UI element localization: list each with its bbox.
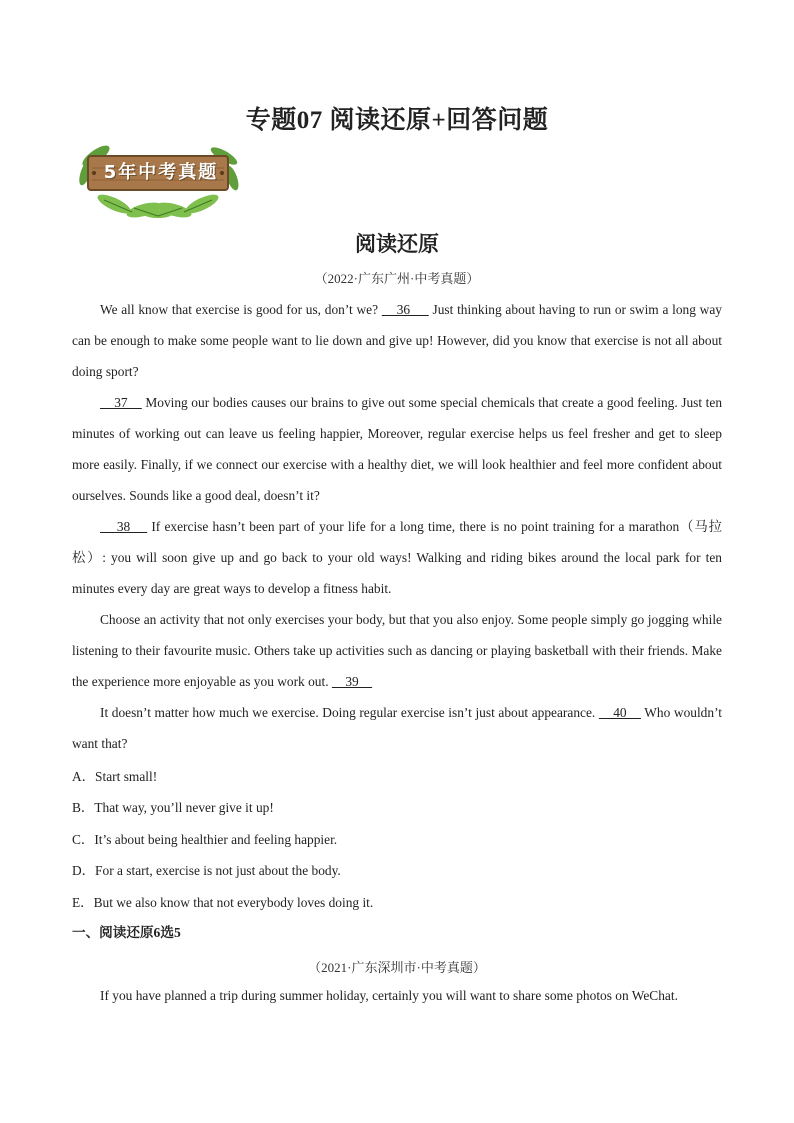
- passage-text: Moving our bodies causes our brains to give out some special chemicals that create a good feeling. Just ten minutes of working out can leave us feeling happier, Moreover, regular exercise helps us feel fresher and get to sleep more easily. Finally, if we connect our exercise with a healthy diet, we will look healthier and feel more confident about ourselves. Sounds like a good deal, doesn’t it?: [72, 395, 723, 503]
- option-a: A．Start small!: [72, 769, 158, 784]
- blank-40: 40: [598, 705, 641, 720]
- blank-38: 38: [100, 519, 148, 534]
- passage-paragraph: [72, 511, 722, 604]
- badge-label: 5年中考真题: [103, 162, 219, 183]
- option-e: E．But we also know that not everybody loves doing it.: [72, 894, 374, 910]
- passage-text: We all know that exercise is good for us, don’t we?: [100, 302, 379, 317]
- section-heading: 阅读还原: [355, 232, 439, 256]
- passage-text: If exercise hasn’t been part of your life for a long time, there is no point training for a marathon（马拉松）: you will soon give up and go back to your old ways! Walking and riding bikes around the local park for ten minutes every day are great ways to develop a fitness habit.: [72, 519, 723, 596]
- passage-paragraph: [72, 604, 722, 697]
- page-title: 专题07 阅读还原+回答问题: [245, 107, 549, 134]
- blank-37: 37: [100, 395, 142, 410]
- passage-text: Just thinking about having to run or swim a long way can be enough to make some people want to lie down and give up! However, did you know that exercise is not all about doing sport?: [72, 302, 722, 379]
- passage-text: Who wouldn’t want that?: [72, 705, 723, 751]
- passage-text: It doesn’t matter how much we exercise. Doing regular exercise isn’t just about appearance.: [100, 705, 599, 720]
- source-citation: （2021·广东深圳市·中考真题）: [308, 960, 486, 975]
- option-d: D．For a start, exercise is not just about the body.: [72, 863, 341, 879]
- option-c: C．It’s about being healthier and feeling happier.: [72, 831, 338, 847]
- part-heading: 一、阅读还原6选5: [72, 925, 181, 940]
- answer-options: [72, 761, 722, 918]
- reading-passage: [72, 294, 722, 759]
- passage-text: Choose an activity that not only exercises your body, but that you also enjoy. Some people simply go jogging while listening to their favourite music. Others take up activities such as dancing or playing basketball with their friends. Make the experience more enjoyable as you work out.: [72, 612, 722, 689]
- passage-paragraph: [72, 387, 722, 511]
- passage-paragraph: [72, 294, 722, 387]
- passage-paragraph: If you have planned a trip during summer holiday, certainly you will want to share some photos on WeChat.: [100, 988, 678, 1003]
- blank-39: 39: [331, 674, 373, 689]
- option-b: B．That way, you’ll never give it up!: [72, 800, 274, 816]
- passage-paragraph: [72, 697, 722, 759]
- badge-banner: [74, 142, 242, 220]
- blank-36: 36: [381, 302, 429, 317]
- reading-passage-2: [72, 980, 722, 1011]
- source-citation: （2022·广东广州·中考真题）: [314, 271, 480, 286]
